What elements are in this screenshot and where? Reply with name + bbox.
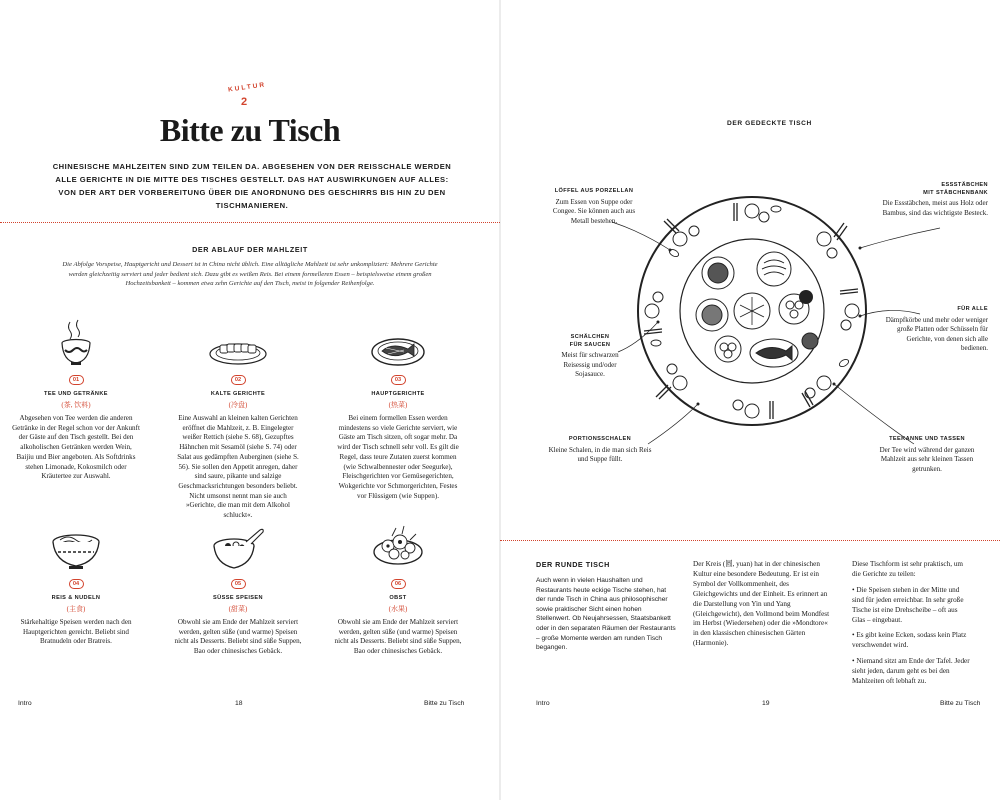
page-number: 19 <box>762 700 770 707</box>
course-chinese: (茶, 饮料) <box>61 401 91 409</box>
annotation-fuer-alle <box>878 306 988 354</box>
round-table-point: • Die Speisen stehen in der Mitte und sind für jeden erreichbar. In sehr große Tische ist eine Drehscheibe – oft aus Glas – eingebaut. <box>852 585 964 624</box>
annotation-text: Meist für schwarzen Reisessig und/oder Sojasauce. <box>561 351 619 378</box>
chapter-kicker: KULTUR <box>227 81 267 94</box>
course-item-tea <box>12 316 140 482</box>
section-divider <box>0 222 500 223</box>
noodle-bowl-icon <box>50 526 102 572</box>
course-number: 01 <box>69 375 84 385</box>
page-title: Bitte zu Tisch <box>159 112 341 148</box>
course-number: 05 <box>231 579 246 589</box>
footer-section: Intro <box>536 700 550 707</box>
course-description: Stärkehaltige Speisen werden nach den Hauptgerichten gereicht. Beliebt sind Bratnudeln oder Bratreis. <box>20 618 132 646</box>
annotation-text: Kleine Schalen, in die man sich Reis und Suppe füllt. <box>548 445 652 463</box>
course-item-fruit <box>334 520 462 657</box>
diagram-leader-lines <box>500 0 1000 560</box>
cold-plate-icon <box>208 334 268 368</box>
tea-cup-icon <box>56 318 96 368</box>
page-number: 18 <box>235 700 243 707</box>
course-description: Obwohl sie am Ende der Mahlzeit serviert werden, gelten süße (und warme) Speisen nicht als Desserts. Beliebt sind süße Suppen, Bao oder chinesisches Gebäck. <box>174 618 302 656</box>
course-name: HAUPTGERICHTE <box>371 391 425 397</box>
footer-chapter: Bitte zu Tisch <box>940 700 981 707</box>
course-name: OBST <box>389 595 407 601</box>
course-item-rice-noodles <box>12 520 140 647</box>
annotation-teekanne <box>872 436 982 474</box>
course-chinese: (冷盘) <box>228 401 248 409</box>
annotation-portionsschalen <box>548 436 652 465</box>
course-name: TEE UND GETRÄNKE <box>44 391 108 397</box>
annotation-heading: FÜR SAUCEN <box>569 341 611 348</box>
ablauf-heading: DER ABLAUF DER MAHLZEIT <box>192 245 308 254</box>
course-name: KALTE GERICHTE <box>210 391 266 397</box>
fish-dish-icon <box>370 330 426 368</box>
course-number: 02 <box>231 375 246 385</box>
course-chinese: (水果) <box>388 605 408 613</box>
course-name: REIS & NUDELN <box>51 595 101 601</box>
course-number: 04 <box>69 579 84 589</box>
course-number: 03 <box>391 375 406 385</box>
course-chinese: (甜菜) <box>228 605 248 613</box>
course-number: 06 <box>391 579 406 589</box>
round-table-point: • Niemand sitzt am Ende der Tafel. Jeder sieht jeden, darum geht es bei den Mahlzeiten oft lebhaft zu. <box>852 657 970 686</box>
round-table-point: • Es gibt keine Ecken, sodass kein Platz verschwendet wird. <box>852 631 967 650</box>
course-description: Obwohl sie am Ende der Mahlzeit serviert werden, gelten süße (und warme) Speisen nicht als Desserts. Beliebt sind süße Suppen, Bao oder chinesisches Gebäck. <box>334 618 462 656</box>
annotation-text: Zum Essen von Suppe oder Congee. Sie können auch aus Metall bestehen. <box>552 197 636 225</box>
dessert-bowl-icon <box>210 526 266 572</box>
chapter-number: 2 <box>241 96 248 108</box>
ablauf-text: Die Abfolge Vorspeise, Hauptgericht und Dessert ist in China nicht üblich. Eine alltägliche Mahlzeit ist sehr unkompliziert: Mehrere Gerichte werden gleichzeitig serviert und jeder bedient sich. Dazu gibt es weißen Reis. Bei einem formelleren Essen – beispielsweise einem großen Hochzeitsbankett – kommen etwa zehn Gerichte auf den Tisch, meist in folgender Reihenfolge. <box>62 261 438 288</box>
annotation-text: Dämpfkörbe und mehr oder weniger große Platten oder Schüsseln für Gerichte, von denen sich alle bedienen. <box>885 315 988 352</box>
intro-text: CHINESISCHE MAHLZEITEN SIND ZUM TEILEN DA. ABGESEHEN VON DER REISSCHALE WERDEN ALLE GERICHTE IN DIE MITTE DES TISCHES GESTELLT. DAS HAT AUSWIRKUNGEN AUF ALLES: VON DER ART DER VORBEREITUNG ÜBER DIE ANORDNUNG DES GESCHIRRS BIS HIN ZU DEN TISCHMANIEREN. <box>52 162 452 210</box>
course-item-sweets <box>174 520 302 657</box>
annotation-heading: SCHÄLCHEN <box>570 334 610 340</box>
diagram-heading: DER GEDECKTE TISCH <box>727 120 812 127</box>
round-table-heading: DER RUNDE TISCH <box>536 560 610 569</box>
round-table-col1: Auch wenn in vielen Haushalten und Restaurants heute eckige Tische stehen, hat der runde Tisch in China aus philosophischer sowie praktischer Sicht einen hohen Stellenwert. Ob Neujahrsessen, Staatsbankett oder in den separaten Räumen der Restaurants – große Momente werden am runden Tisch begangen. <box>536 577 676 652</box>
right-page <box>500 0 1000 800</box>
annotation-heading: LÖFFEL AUS PORZELLAN <box>554 188 634 194</box>
annotation-loeffel <box>544 188 644 226</box>
course-chinese: (主食) <box>66 605 86 613</box>
course-name: SÜSSE SPEISEN <box>213 595 263 601</box>
annotation-text: Die Essstäbchen, meist aus Holz oder Bambus, sind das wichtigste Besteck. <box>882 199 988 217</box>
fruit-plate-icon <box>372 524 424 572</box>
annotation-saucen <box>550 334 630 380</box>
footer-section: Intro <box>18 700 32 707</box>
annotation-heading: PORTIONSSCHALEN <box>568 436 632 442</box>
course-chinese: (热菜) <box>388 401 408 409</box>
round-table-col3-intro: Diese Tischform ist sehr praktisch, um die Gerichte zu teilen: <box>852 560 963 578</box>
course-description: Eine Auswahl an kleinen kalten Gerichten eröffnet die Mahlzeit, z. B. Eingelegter weißer Rettich (siehe S. 68), Gezupftes Hähnchen mit Sesamöl (siehe S. 74) oder Salat aus gedämpften Auberginen (siehe S. 56). Sie sollen den Appetit anregen, daher sind saure, pikante und salzige Geschmacksrichtungen besonders beliebt. Nicht umsonst nennt man sie auch »Gerichte, die man mit dem Alkohol schluckt«. <box>177 414 299 520</box>
round-table-col2: Der Kreis (圆, yuan) hat in der chinesischen Kultur eine besondere Bedeutung. Er ist ein Symbol der Vollkommenheit, des Gleichgewichts und der Einheit. Es erinnert an die Darstellung von Yin und Yang (Gleichgewicht), den Vollmond beim Mondfest im Herbst (Wiedersehen) oder die »Mondtore« in den klassischen chinesischen Gärten (Harmonie). <box>693 560 830 648</box>
annotation-heading: FÜR ALLE <box>957 306 988 312</box>
course-description: Abgesehen von Tee werden die anderen Getränke in der Regel schon vor der Ankunft der Gäste auf den Tisch gestellt. Bei den alkoholischen Getränken werden Wein, Baijiu und Bier angeboten. Als Softdrinks stehen Limonade, Kokosmilch oder Kräutertee zur Auswahl. <box>12 414 140 481</box>
section-divider <box>500 540 1000 541</box>
course-item-cold-dishes <box>174 316 302 521</box>
annotation-text: Der Tee wird während der ganzen Mahlzeit aus sehr kleinen Tassen getrunken. <box>879 445 975 473</box>
course-description: Bei einem formellen Essen werden mindestens so viele Gerichte serviert, wie Gäste am Tisch sitzen, oft sogar mehr. Da wird der Tisch schnell sehr voll. Es gilt die Regel, dass teure Zutaten zuerst kommen (wie Schwalbennester oder Seegurke), Fleischgerichten vor Gemüsegerichten, Wokgerichte vor Schmorgerichten, Festes vor Flüssigem (wie Suppen). <box>337 414 459 500</box>
annotation-heading: MIT STÄBCHENBANK <box>923 189 988 196</box>
annotation-heading: ESSSTÄBCHEN <box>941 182 988 188</box>
course-item-main-dishes <box>334 316 462 501</box>
annotation-staebchen <box>878 182 988 218</box>
annotation-heading: TEEKANNE UND TASSEN <box>889 436 965 442</box>
round-table-col3 <box>852 560 972 693</box>
footer-chapter: Bitte zu Tisch <box>424 700 465 707</box>
